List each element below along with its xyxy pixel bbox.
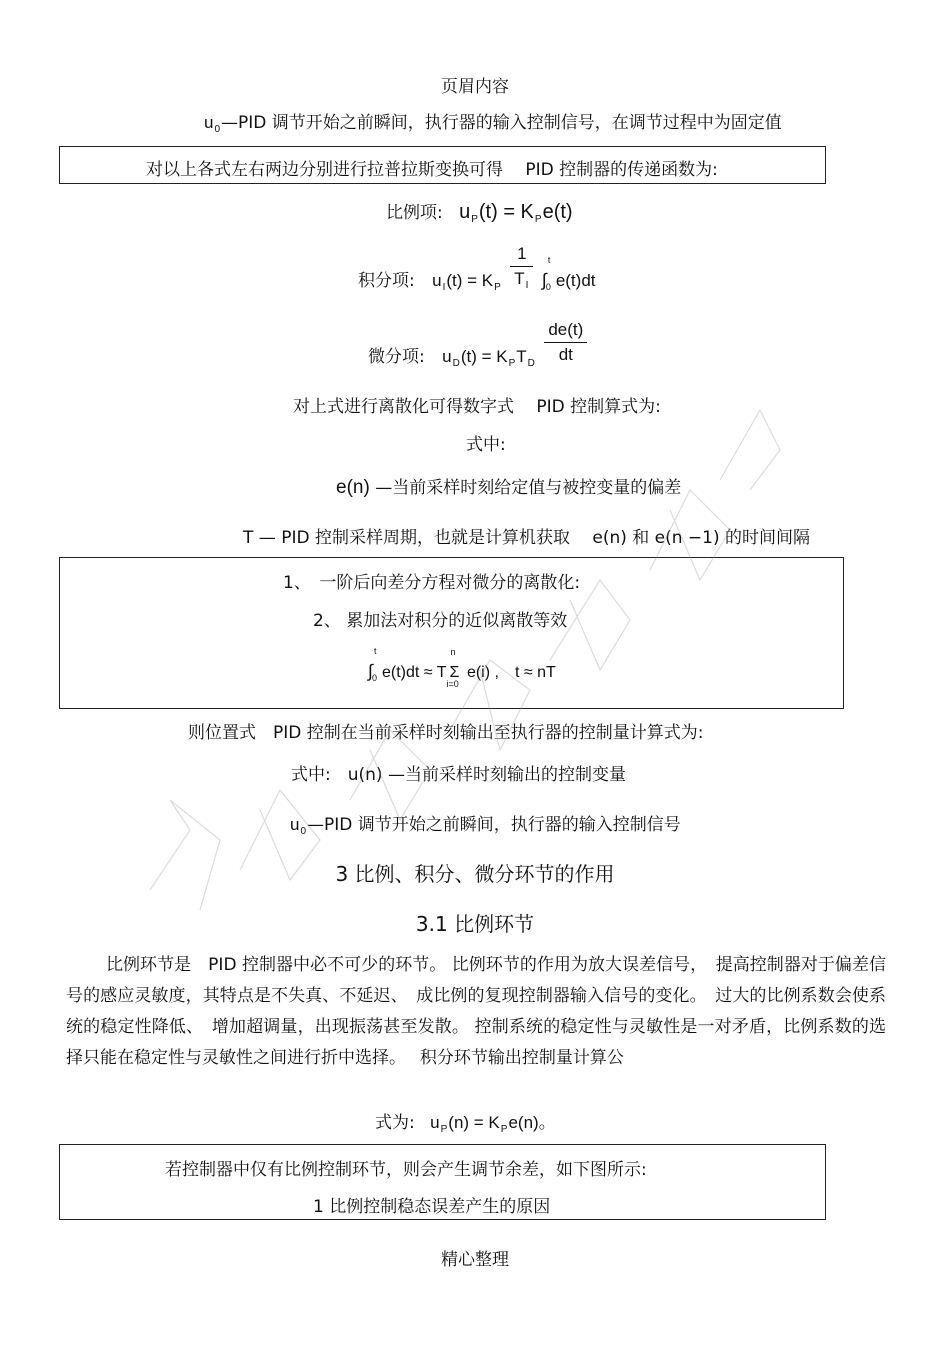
proportional-term-label: 比例项:	[386, 203, 443, 223]
derivative-term: 微分项: $u_D(t) = K_PT_D$ $\frac{de(t)}{dt}$	[368, 320, 590, 365]
discretization-item-1: 1、 一阶后向差分方程对微分的离散化:	[283, 573, 581, 593]
integral-term: 积分项: $u_I(t) = K_P$ $\frac{1}{T_I}$ ∫ t 0 e(t)dt	[358, 244, 596, 293]
figure-caption: 1 比例控制稳态误差产生的原因	[313, 1197, 551, 1217]
transfer-function-box	[59, 146, 826, 184]
en-definition: e(n) —当前采样时刻给定值与被控变量的偏差	[336, 477, 682, 498]
page-footer: 精心整理	[441, 1250, 509, 1270]
proportional-paragraph: 比例环节是 PID 控制器中必不可少的环节。 比例环节的作用为放大误差信号， 提高控制器对于偏差信号的感应灵敏度，其特点是不失真、不延迟、 成比例的复现控制器输入信号的变化。 过大的比例系数会使系统的稳定性降低、 增加超调量，出现振荡甚至发散。 控制系统的稳定性与灵敏性是一对矛盾，比例系数的选择只能在稳定性与灵敏性之间进行折中选择。 积分环节输出控制量计算公	[66, 955, 886, 1068]
residual-error-text: 若控制器中仅有比例控制环节，则会产生调节余差，如下图所示:	[165, 1160, 647, 1180]
integral-term-label: 积分项:	[358, 270, 415, 291]
discrete-intro: 对上式进行离散化可得数字式 PID 控制算式为:	[293, 397, 661, 417]
page-header: 页眉内容	[441, 77, 509, 97]
u0-definition-2: $u_0—PID$ 调节开始之前瞬间，执行器的输入控制信号	[290, 815, 681, 837]
proportional-term: 比例项: $u_P(t) = K_Pe(t)$	[386, 201, 573, 225]
where-label: 式中:	[466, 435, 506, 455]
residual-error-box	[59, 1144, 826, 1220]
section-3-heading: 3 比例、积分、微分环节的作用	[335, 862, 615, 886]
position-pid-text: 则位置式 PID 控制在当前采样时刻输出至执行器的控制量计算式为:	[188, 723, 704, 743]
discretization-item-2: 2、 累加法对积分的近似离散等效	[313, 611, 568, 631]
proportional-formula: 式为: $u_P(n) = K_Pe(n)$。	[375, 1113, 556, 1135]
T-definition: T — PID 控制采样周期，也就是计算机获取 e(n) 和 e(n −1) 的时间间隔	[243, 528, 811, 548]
derivative-term-label: 微分项:	[368, 346, 425, 367]
u0-definition-1: $u_0—PID$ 调节开始之前瞬间，执行器的输入控制信号，在调节过程中为固定值	[204, 113, 782, 135]
diagonal-watermark	[130, 370, 790, 930]
section-3-1-heading: 3.1 比例环节	[415, 912, 535, 936]
transfer-function-text: 对以上各式左右两边分别进行拉普拉斯变换可得 PID 控制器的传递函数为:	[146, 160, 718, 180]
integral-approx-formula: ∫ t 0 e(t)dt ≈ T Σ n i=0 e(i) , t ≈ nT	[368, 646, 556, 689]
un-definition: 式中: u(n) —当前采样时刻输出的控制变量	[291, 765, 626, 785]
